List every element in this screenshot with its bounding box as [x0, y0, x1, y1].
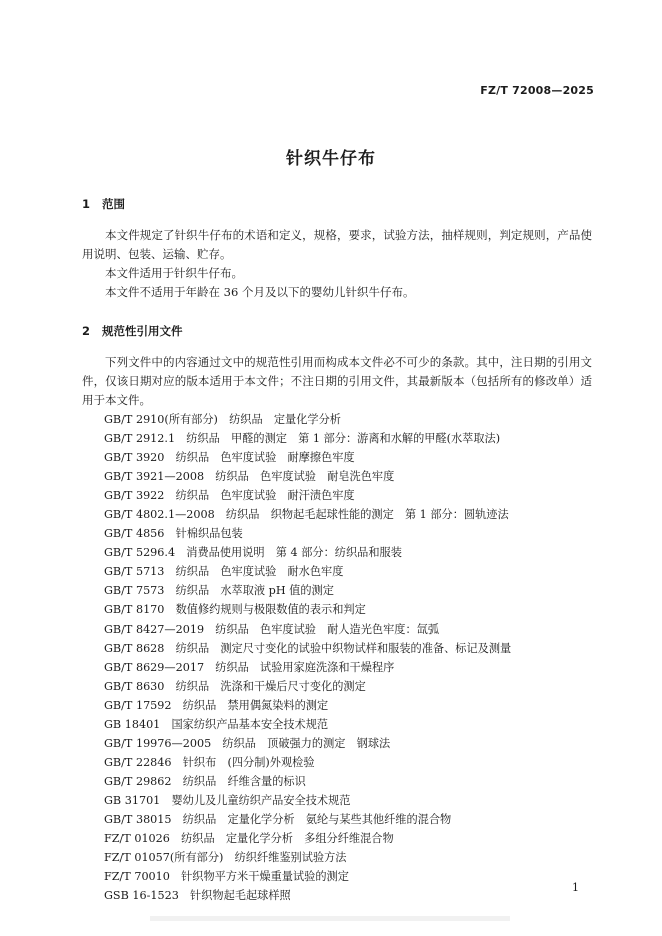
- reference-item: GB/T 29862 纺织品 纤维含量的标识: [104, 774, 306, 788]
- reference-item: GB/T 5713 纺织品 色牢度试验 耐水色牢度: [104, 565, 344, 579]
- page-number: 1: [572, 881, 579, 894]
- section-number: 2: [82, 324, 91, 338]
- reference-item: GB/T 5296.4 消费品使用说明 第 4 部分：纺织品和服装: [104, 546, 402, 560]
- faint-footer-band: [150, 916, 510, 921]
- reference-item: GB/T 7573 纺织品 水萃取液 pH 值的测定: [104, 584, 334, 598]
- standard-number: FZ/T 72008—2025: [480, 84, 594, 97]
- section-number: 1: [82, 197, 91, 211]
- reference-item: GB/T 17592 纺织品 禁用偶氮染料的测定: [104, 698, 329, 712]
- section-title: 范围: [102, 197, 125, 211]
- scope-paragraph: 本文件规定了针织牛仔布的术语和定义，规格，要求，试验方法，抽样规则，判定规则，产品使用说明、包装、运输、贮存。: [82, 228, 592, 261]
- reference-item: GB/T 8629—2017 纺织品 试验用家庭洗涤和干燥程序: [104, 660, 395, 674]
- reference-list: [104, 410, 604, 905]
- reference-item: GB/T 22846 针织布 (四分制)外观检验: [104, 755, 315, 769]
- document-title: 针织牛仔布: [286, 149, 376, 169]
- reference-item: GB/T 8628 纺织品 测定尺寸变化的试验中织物试样和服装的准备、标记及测量: [104, 641, 512, 655]
- section-heading-scope: [82, 196, 125, 212]
- reference-item: GB/T 3922 纺织品 色牢度试验 耐汗渍色牢度: [104, 489, 355, 503]
- reference-item: GB/T 3920 纺织品 色牢度试验 耐摩擦色牢度: [104, 451, 355, 465]
- scope-paragraph: 本文件不适用于年龄在 36 个月及以下的婴幼儿针织牛仔布。: [105, 285, 415, 299]
- reference-item: GB/T 19976—2005 纺织品 顶破强力的测定 钢球法: [104, 736, 391, 750]
- reference-item: FZ/T 01026 纺织品 定量化学分析 多组分纤维混合物: [104, 832, 394, 846]
- reference-item: GB/T 2910(所有部分) 纺织品 定量化学分析: [104, 413, 341, 426]
- scope-paragraph: 本文件适用于针织牛仔布。: [105, 266, 243, 280]
- reference-item: GB/T 38015 纺织品 定量化学分析 氨纶与某些其他纤维的混合物: [104, 812, 452, 826]
- reference-item: GB 31701 婴幼儿及儿童纺织产品安全技术规范: [104, 793, 351, 807]
- reference-item: FZ/T 70010 针织物平方米干燥重量试验的测定: [104, 870, 349, 884]
- reference-item: GB 18401 国家纺织产品基本安全技术规范: [104, 717, 329, 731]
- reference-item: GB/T 3921—2008 纺织品 色牢度试验 耐皂洗色牢度: [104, 470, 395, 484]
- references-intro-paragraph: 下列文件中的内容通过文中的规范性引用而构成本文件必不可少的条款。其中，注日期的引用文件，仅该日期对应的版本适用于本文件；不注日期的引用文件，其最新版本（包括所有的修改单）适用于本文件。: [82, 355, 592, 407]
- reference-item: GB/T 8427—2019 纺织品 色牢度试验 耐人造光色牢度：氙弧: [104, 622, 440, 636]
- reference-item: GB/T 8170 数值修约规则与极限数值的表示和判定: [104, 603, 366, 617]
- reference-item: FZ/T 01057(所有部分) 纺织纤维鉴别试验方法: [104, 851, 347, 865]
- section-heading-normative-references: [82, 323, 183, 339]
- reference-item: GB/T 4856 针棉织品包装: [104, 527, 243, 541]
- reference-item: GSB 16-1523 针织物起毛起球样照: [104, 889, 291, 903]
- reference-item: GB/T 4802.1—2008 纺织品 织物起毛起球性能的测定 第 1 部分：圆轨迹法: [104, 508, 509, 522]
- section-title: 规范性引用文件: [102, 324, 183, 338]
- reference-item: GB/T 2912.1 纺织品 甲醛的测定 第 1 部分：游离和水解的甲醛(水萃取法): [104, 432, 501, 446]
- reference-item: GB/T 8630 纺织品 洗涤和干燥后尺寸变化的测定: [104, 679, 366, 693]
